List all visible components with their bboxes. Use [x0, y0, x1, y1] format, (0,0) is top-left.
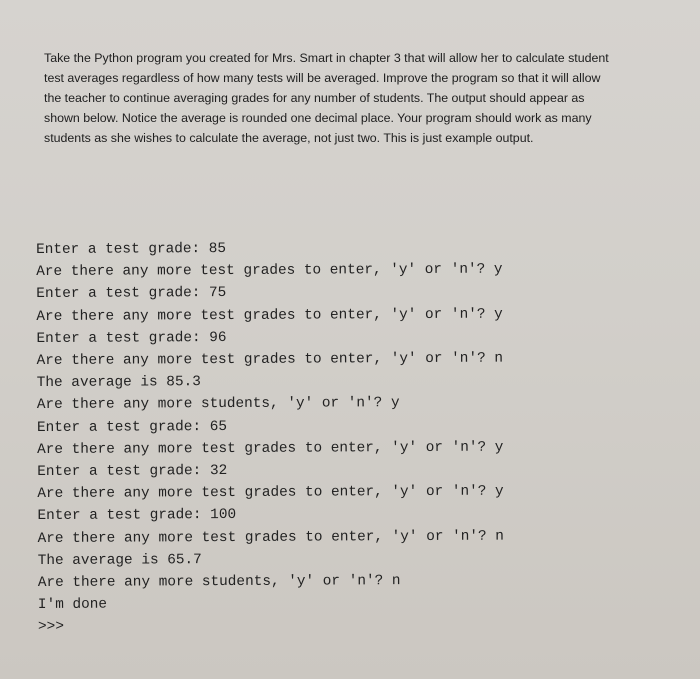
example-output: [36, 237, 504, 639]
output-line: Are there any more test grades to enter, 'y' or 'n'? y: [37, 483, 504, 503]
output-line: Are there any more test grades to enter, 'y' or 'n'? n: [36, 350, 504, 370]
output-line: Enter a test grade: 65: [36, 418, 228, 436]
output-line: The average is 65.7: [37, 551, 202, 569]
assignment-instructions: [44, 48, 684, 148]
output-line: Enter a test grade: 96: [36, 329, 227, 347]
output-line: I'm done: [37, 596, 108, 614]
output-line: Are there any more test grades to enter, 'y' or 'n'? y: [36, 306, 503, 325]
instruction-line: the teacher to continue averaging grades for any number of students. The output should appear as: [44, 91, 585, 105]
output-line: The average is 85.3: [36, 374, 201, 392]
instruction-line: test averages regardless of how many tests will be averaged. Improve the program so that it will allow: [44, 71, 601, 85]
output-line: Enter a test grade: 75: [36, 285, 227, 303]
output-line: Are there any more students, 'y' or 'n'? y: [36, 395, 400, 414]
output-line: Are there any more students, 'y' or 'n'? n: [37, 573, 401, 592]
output-line: Are there any more test grades to enter, 'y' or 'n'? n: [37, 528, 504, 547]
output-line: Are there any more test grades to enter, 'y' or 'n'? y: [36, 261, 503, 281]
output-line: Are there any more test grades to enter, 'y' or 'n'? y: [37, 439, 504, 458]
instruction-line: students as she wishes to calculate the average, not just two. This is just example output.: [44, 131, 534, 145]
output-line: Enter a test grade: 32: [37, 463, 228, 481]
instruction-line: shown below. Notice the average is rounded one decimal place. Your program should work as many: [44, 111, 592, 125]
shell-prompt: >>>: [37, 619, 64, 636]
output-line: Enter a test grade: 100: [37, 507, 237, 525]
instruction-line: Take the Python program you created for Mrs. Smart in chapter 3 that will allow her to calculate student: [44, 51, 609, 65]
output-line: Enter a test grade: 85: [36, 241, 227, 258]
